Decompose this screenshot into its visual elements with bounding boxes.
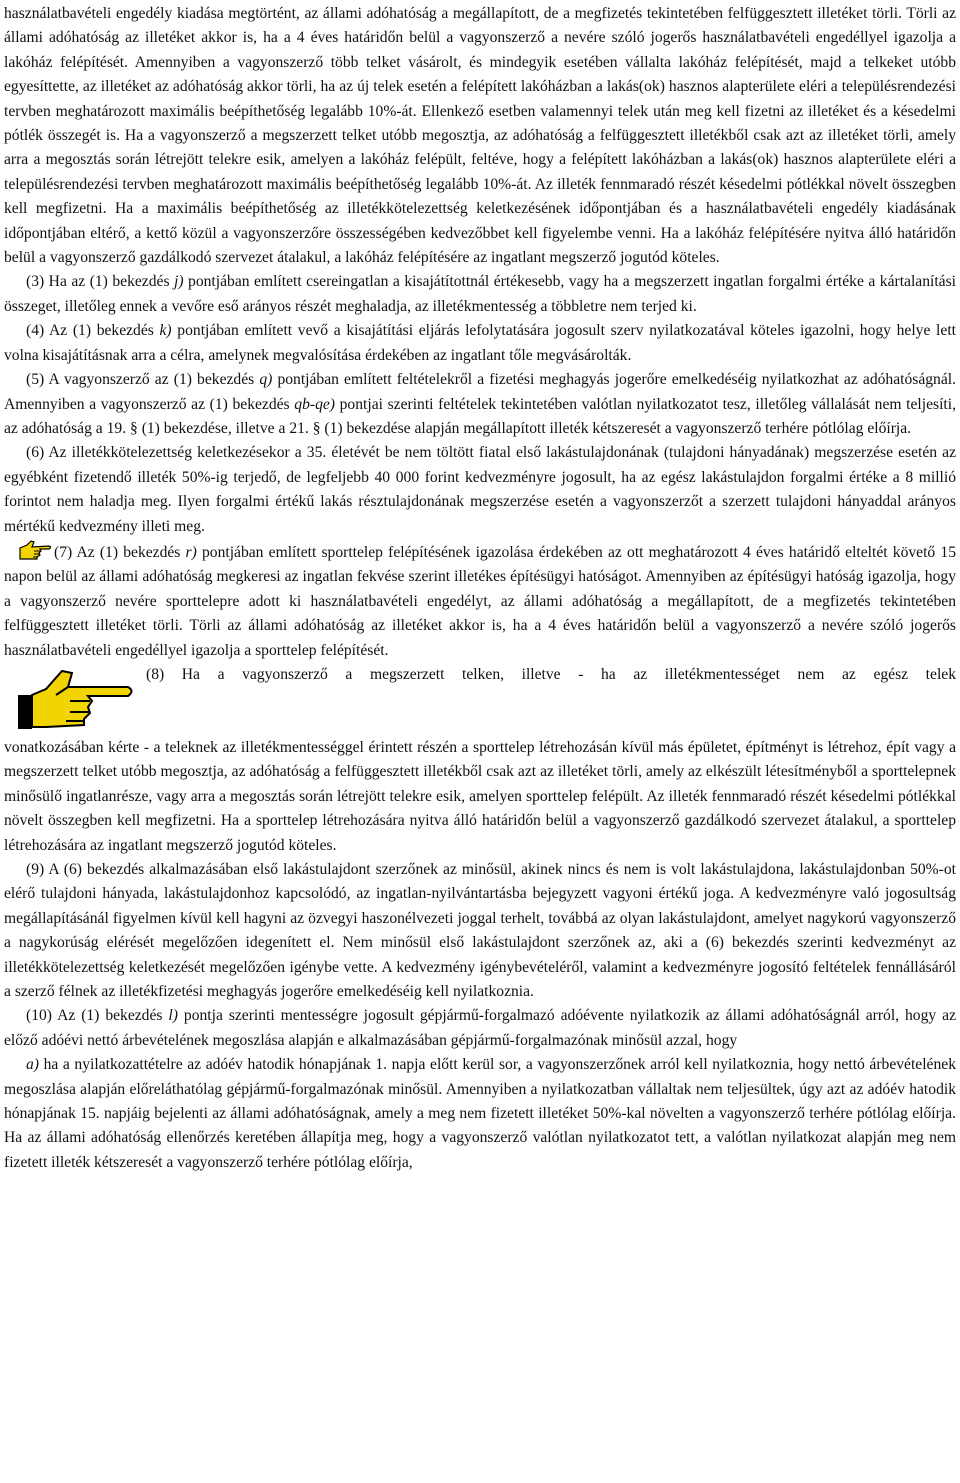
paragraph-3 (4, 270, 956, 319)
paragraph-4-reference: k) (159, 322, 172, 340)
paragraph-5-text-b: pontjában említett feltételekről a fizetési meghagyás jogerőre emelkedéséig nyilatkozhat az adóhatóságnál. Amennyiben a vagyonszerző az (1) bekezdés (4, 371, 956, 413)
pointing-hand-icon-large (16, 665, 136, 731)
paragraph-7-text-b: pontjában említett sporttelep felépítésének igazolása érdekében az ott meghatározott 4 éves határidő elteltét követő 15 napon belül az állami adóhatóság megkeresi az ingatlan fekvése szerint illetékes építésügyi hatóságot. Amennyiben az építésügyi hatóság igazolja, hogy a vagyonszerző nevére sporttelepre adott ki használatbavételi engedélyt, az állami adóhatóság a megállapított, de a megfizetés tekintetében felfüggesztett illetéket törli. Törli az állami adóhatóság az illetéket akkor is, ha a 4 éves határidőn belül a vagyonszerző a nevére szóló jogerős használatbavételi engedéllyel igazolja a sporttelep felépítését. (4, 543, 956, 659)
paragraph-4-text-a: (4) Az (1) bekezdés (26, 322, 160, 340)
paragraph-5 (4, 368, 956, 441)
paragraph-intro: használatbavételi engedély kiadása megtörtént, az állami adóhatóság a megállapított, de a megfizetés tekintetében felfüggesztett illetéket törli. Törli az állami adóhatóság az illetéket akkor is, ha a 4 éves határidőn belül a vagyonszerző a nevére szóló jogerős használatbavételi engedéllyel igazolja a lakóház felépítését. Amennyiben a vagyonszerző több telket vásárolt, és mindegyik esetében vállalta lakóház felépítését, majd a telkeket utóbb egyesíttette, az illetéket az adóhatóság akkor törli, ha az új telek esetén a felépített lakóházban a lakás(ok) hasznos alapterülete eléri a településrendezési tervben meghatározott maximális beépíthetőség legalább 10%-át. Ellenkező esetben valamennyi telek után meg kell fizetni az illetéket és a késedelmi pótlék összegét is. Ha a vagyonszerző a megszerzett telket utóbb megosztja, az adóhatóság a felfüggesztett illetékből csak azt az illetéket törli, amely arra a megosztás során létrejött telekre esik, amelyen a lakóház felépült, feltéve, hogy a felépített lakóházban a lakás(ok) hasznos alapterülete eléri a településrendezési tervben meghatározott maximális beépíthetőség legalább 10%-át. Az illeték fennmaradó részét késedelmi pótlékkal növelt összegben kell megfizetni. Ha a maximális beépíthetőség az illetékkötelezettség keletkezésének időpontjában és a használatbavételi engedély kiadásának időpontjában eltérő, a kettő közül a vagyonszerzőre összességében kedvezőbbet kell figyelembe venni. Ha a lakóház felépítésére nyitva álló határidőn belül a vagyonszerző gazdálkodó szervezet átalakul, a lakóház felépítésére az ingatlant megszerző jogutód köteles. (4, 5, 956, 267)
paragraph-4-text-b: pontjában említett vevő a kisajátítási eljárás lefolytatására jogosult szerv nyilatkozatával köteles igazolni, hogy helye lett volna kisajátításnak arra a célra, amelynek megvalósítása érdekében az ingatlant tőle megvásárolták. (4, 322, 956, 364)
paragraph-5-text-a: (5) A vagyonszerző az (1) bekezdés (26, 371, 260, 389)
paragraph-7-text-a: (7) Az (1) bekezdés (54, 543, 186, 561)
paragraph-6: (6) Az illetékkötelezettség keletkezésekor a 35. életévét be nem töltött fiatal első lakástulajdonának (tulajdoni hányadának) megszerzése esetén az egyébként fizetendő illeték 50%-ig terjedő, de legfeljebb 40 000 forint kedvezményre jogosult, ha az egész lakástulajdon forgalmi értéke a 8 millió forintot nem haladja meg. Ilyen forgalmi értékű lakás résztulajdonának megszerzése esetén a vagyonszerzőt a szerzett tulajdoni hányaddal arányos mértékű kedvezmény illeti meg. (4, 444, 956, 535)
paragraph-10-text-b: pontja szerinti mentességre jogosult gépjármű-forgalmazó adóévente nyilatkozik az állami adóhatóságnál arról, hogy az előző adóévi nettó árbevételének megoszlása alapján e alkalmazásában gépjármű-forgalmazónak minősül azzal, hogy (4, 1007, 956, 1049)
paragraph-3-text-a: (3) Ha az (1) bekezdés (26, 273, 175, 291)
paragraph-10-reference: l) (168, 1007, 178, 1025)
paragraph-10 (4, 1004, 956, 1053)
paragraph-9: (9) A (6) bekezdés alkalmazásában első lakástulajdont szerzőnek az minősül, akinek nincs és nem is volt lakástulajdona, lakástulajdonban 50%-ot elérő tulajdoni hányada, lakástulajdonhoz kapcsolódó, az ingatlan-nyilvántartásba bejegyzett vagyoni értékű joga. A kedvezményre való jogosultság megállapításánál figyelmen kívül kell hagyni az özvegyi haszonélvezeti joggal terhelt, továbbá az olyan lakástulajdont, amelyet nagykorú vagyonszerző a nagykorúság elérését megelőzően idegenített el. Nem minősül első lakástulajdont szerzőnek az, aki a (6) bekezdés szerinti kedvezményt az illetékkötelezettség keletkezését megelőzően igénybe vette. A kedvezmény igénybevételéről, valamint a kedvezményre jogosító feltételek fennállásáról a szerző félnek az illetékfizetési meghagyás jogerőre emelkedéséig kell nyilatkoznia. (4, 861, 956, 1001)
paragraph-7-reference: r) (185, 543, 197, 561)
pointing-hand-icon (18, 539, 52, 561)
paragraph-4 (4, 319, 956, 368)
point-a-reference: a) (26, 1056, 39, 1074)
paragraph-8-first-line: (8) Ha a vagyonszerző a megszerzett telken, illetve - ha az illetékmentességet nem az egész telek (146, 665, 956, 683)
paragraph-7 (4, 539, 956, 663)
paragraph-8-continued: vonatkozásában kérte - a teleknek az illetékmentességgel érintett részén a sporttelep létrehozásán kívül más épületet, építményt is létrehoz, épít vagy a megszerzett telket utóbb megosztja, az adóhatóság a felfüggesztett illetékből csak azt az illetéket törli, amely az elkészült létesítményből a sporttelepnek minősülő ingatlanrésze, vagy arra a megosztás során létrejött telekre esik, amelyen sporttelep felépült. Az illeték fennmaradó részét késedelmi pótlékkal növelt összegben kell megfizetni. Ha a sporttelep létrehozására nyitva álló határidőn belül a vagyonszerző gazdálkodó szervezet átalakul, a sporttelep létrehozására az ingatlant megszerző jogutód köteles. (4, 738, 956, 854)
paragraph-5-text-c: pontjai szerinti feltételek tekintetében valótlan nyilatkozatot tesz, illetőleg vállalását nem teljesíti, az adóhatóság a 19. § (1) bekezdése, illetve a 21. § (1) bekezdése alapján megállapított illeték kétszeresét a vagyonszerző terhére pótlólag előírja. (4, 395, 956, 437)
paragraph-5-reference: q) (259, 371, 273, 389)
paragraph-5-reference-2: qb-qe) (294, 395, 335, 413)
paragraph-10-text-a: (10) Az (1) bekezdés (26, 1007, 169, 1025)
paragraph-3-text-b: pontjában említett csereingatlan a kisajátítottnál értékesebb, vagy ha a megszerzett ingatlan forgalmi értéke a kártalanítási összeget, illetőleg ennek a vevőre eső arányos részét meghaladja, az illetékmentesség a többletre nem terjed ki. (4, 273, 956, 315)
paragraph-8-header-block (4, 663, 956, 736)
paragraph-10-point-a (4, 1053, 956, 1175)
point-a-text: ha a nyilatkozattételre az adóév hatodik hónapjának 1. napja előtt kerül sor, a vagyonszerzőnek arról kell nyilatkoznia, hogy nettó árbevételének megoszlása alapján előreláthatólag gépjármű-forgalmazónak minősül. Amennyiben a nyilatkozatban vállaltak nem teljesültek, úgy azt az adóév hatodik hónapjának 15. napjáig bejelenti az állami adóhatóságnak, amely a meg nem fizetett illetéket 50%-kal növelten a vagyonszerző terhére pótlólag előírja. Ha az állami adóhatóság ellenőrzés keretében állapítja meg, hogy a vagyonszerző valótlan nyilatkozatot tett, a valótlan nyilatkozat alapján meg nem fizetett illeték kétszeresét a vagyonszerző terhére pótlólag előírja, (4, 1056, 956, 1171)
paragraph-3-reference: j) (174, 273, 184, 291)
